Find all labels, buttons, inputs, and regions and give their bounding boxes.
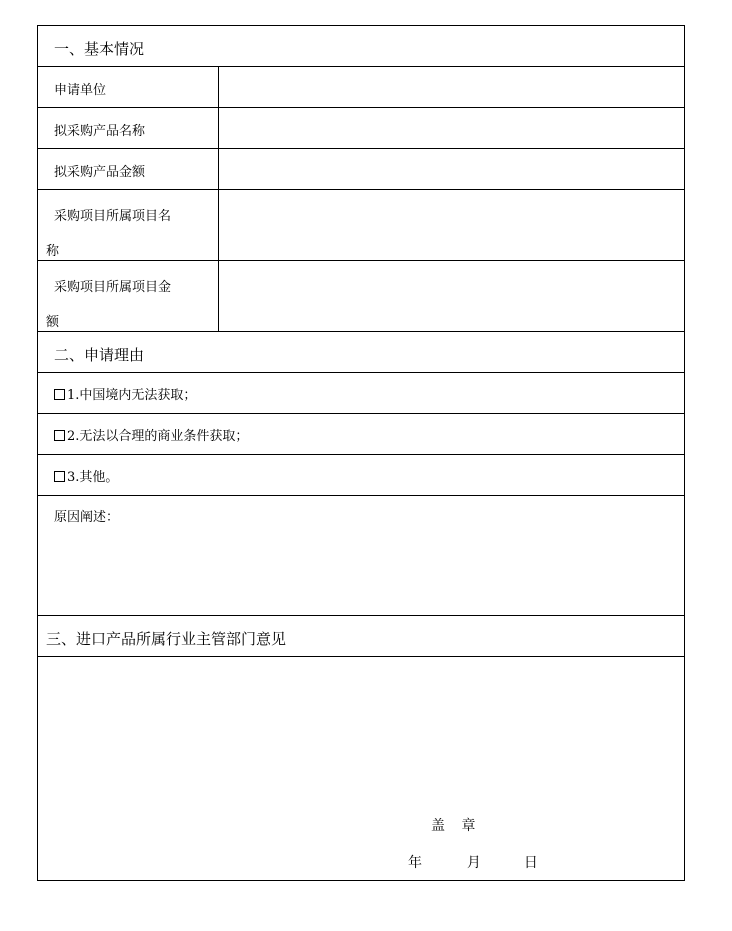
option-2-label: 2.无法以合理的商业条件获取；	[67, 429, 249, 444]
product-amount-label: 拟采购产品金额	[54, 165, 146, 180]
checkbox-2[interactable]	[54, 430, 65, 441]
section3-title: 三、进口产品所属行业主管部门意见	[46, 630, 287, 648]
section3-header	[38, 616, 684, 657]
row-product-name	[38, 108, 684, 149]
section1-title: 一、基本情况	[54, 40, 145, 58]
applicant-label-cell	[38, 67, 219, 107]
row-project-amount	[38, 261, 684, 332]
applicant-field[interactable]	[219, 67, 684, 107]
option-3-label: 3.其他。	[67, 470, 119, 485]
checkbox-3[interactable]	[54, 471, 65, 482]
date-month: 月	[466, 855, 481, 871]
option-2[interactable]	[54, 425, 248, 444]
project-amount-label-line1: 采购项目所属项目金	[54, 280, 172, 295]
product-name-label: 拟采购产品名称	[54, 124, 146, 139]
reason-area[interactable]	[38, 496, 684, 616]
project-amount-field[interactable]	[219, 261, 684, 331]
row-product-amount	[38, 149, 684, 190]
row-applicant	[38, 67, 684, 108]
section1-header	[38, 26, 684, 67]
section2-header	[38, 332, 684, 373]
opinion-area[interactable]	[38, 657, 684, 882]
project-amount-label-cell	[38, 261, 219, 331]
option-3[interactable]	[54, 466, 118, 485]
project-name-label-line2: 称	[46, 244, 60, 259]
date-day: 日	[523, 855, 538, 871]
stamp-label: 盖 章	[431, 818, 476, 834]
product-name-field[interactable]	[219, 108, 684, 148]
date-line	[408, 852, 538, 872]
option-row-2	[38, 414, 684, 455]
product-amount-label-cell	[38, 149, 219, 189]
product-amount-field[interactable]	[219, 149, 684, 189]
project-name-label-line1: 采购项目所属项目名	[54, 209, 172, 224]
option-row-1	[38, 373, 684, 414]
date-year: 年	[408, 855, 422, 871]
application-form	[37, 25, 685, 881]
project-name-field[interactable]	[219, 190, 684, 260]
project-amount-label-line2: 额	[46, 315, 60, 330]
option-1-label: 1.中国境内无法获取；	[67, 388, 197, 403]
project-name-label-cell	[38, 190, 219, 260]
reason-label: 原因阐述：	[54, 510, 120, 525]
applicant-label: 申请单位	[54, 83, 107, 98]
row-project-name	[38, 190, 684, 261]
checkbox-1[interactable]	[54, 389, 65, 400]
product-name-label-cell	[38, 108, 219, 148]
option-1[interactable]	[54, 384, 196, 403]
section2-title: 二、申请理由	[54, 346, 145, 364]
option-row-3	[38, 455, 684, 496]
